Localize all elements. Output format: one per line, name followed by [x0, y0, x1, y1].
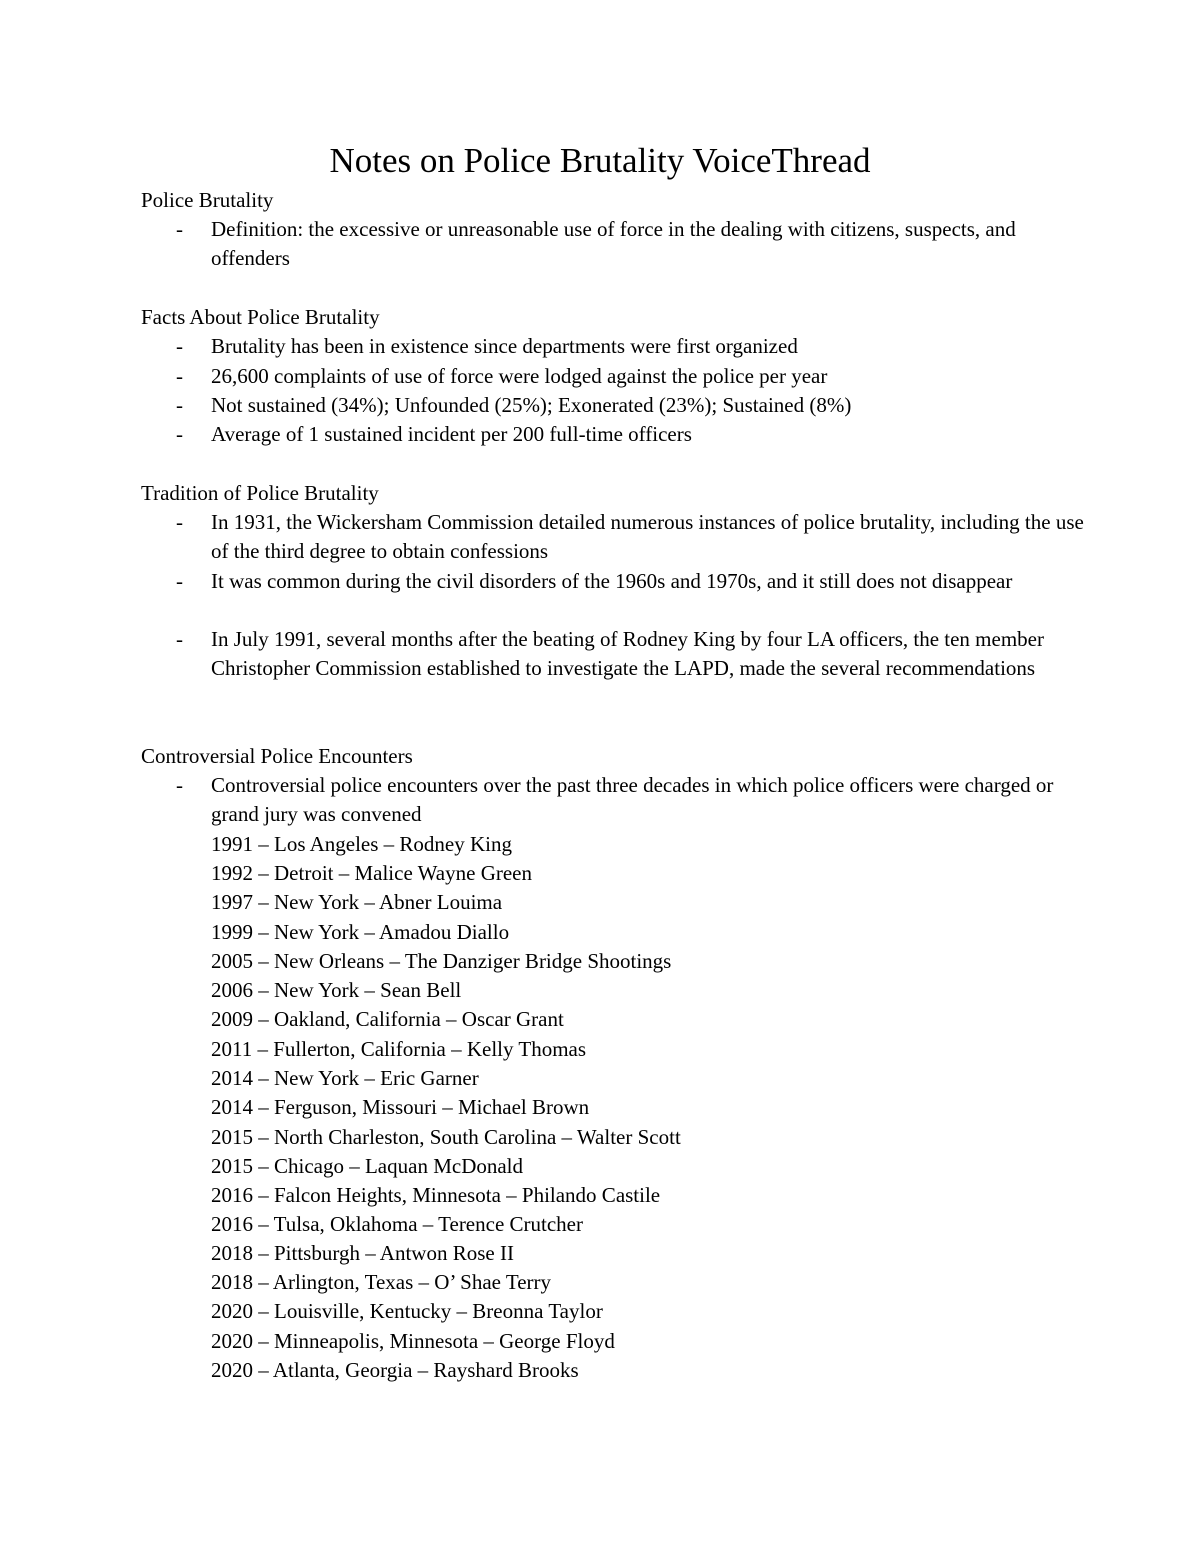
bullet-item: Controversial police encounters over the past three decades in which police officers were charged or grand jury was convened: [211, 773, 1054, 827]
encounter-entry: 1991 – Los Angeles – Rodney King: [211, 832, 512, 856]
encounter-entry: 2014 – Ferguson, Missouri – Michael Brown: [211, 1095, 590, 1119]
bullet-marker: -: [176, 627, 183, 651]
encounter-entry: 2011 – Fullerton, California – Kelly Thomas: [211, 1037, 587, 1061]
bullet-item: In July 1991, several months after the beating of Rodney King by four LA officers, the ten member Christopher Commission established to investigate the LAPD, made the several recommendations: [211, 627, 1044, 681]
encounter-entry: 2015 – Chicago – Laquan McDonald: [211, 1154, 524, 1178]
bullet-marker: -: [176, 334, 183, 358]
encounter-entry: 1992 – Detroit – Malice Wayne Green: [211, 861, 532, 885]
encounter-entry: 2018 – Pittsburgh – Antwon Rose II: [211, 1241, 514, 1265]
bullet-item: Brutality has been in existence since departments were first organized: [211, 334, 798, 358]
encounter-entry: 2020 – Louisville, Kentucky – Breonna Taylor: [211, 1299, 603, 1323]
section-heading-controversial: Controversial Police Encounters: [141, 744, 413, 768]
bullet-item: Not sustained (34%); Unfounded (25%); Exonerated (23%); Sustained (8%): [211, 393, 852, 417]
bullet-marker: -: [176, 393, 183, 417]
bullet-item: Definition: the excessive or unreasonable use of force in the dealing with citizens, suspects, and offenders: [211, 217, 1016, 271]
section-heading-facts: Facts About Police Brutality: [141, 305, 380, 329]
bullet-marker: -: [176, 217, 183, 241]
encounter-entry: 2020 – Minneapolis, Minnesota – George Floyd: [211, 1329, 615, 1353]
encounter-entry: 2020 – Atlanta, Georgia – Rayshard Brooks: [211, 1358, 579, 1382]
section-heading-police-brutality: Police Brutality: [141, 188, 274, 212]
bullet-marker: -: [176, 422, 183, 446]
encounter-entry: 2005 – New Orleans – The Danziger Bridge Shootings: [211, 949, 672, 973]
encounter-entry: 2018 – Arlington, Texas – O’ Shae Terry: [211, 1270, 552, 1294]
bullet-marker: -: [176, 510, 183, 534]
page-title: Notes on Police Brutality VoiceThread: [329, 141, 871, 180]
bullet-marker: -: [176, 364, 183, 388]
encounter-entry: 1997 – New York – Abner Louima: [211, 890, 503, 914]
bullet-marker: -: [176, 569, 183, 593]
bullet-item: It was common during the civil disorders of the 1960s and 1970s, and it still does not disappear: [211, 569, 1013, 593]
bullet-item: In 1931, the Wickersham Commission detailed numerous instances of police brutality, including the use of the third degree to obtain confessions: [211, 510, 1084, 564]
bullet-item: Average of 1 sustained incident per 200 full-time officers: [211, 422, 692, 446]
encounter-entry: 2014 – New York – Eric Garner: [211, 1066, 479, 1090]
encounter-entry: 2015 – North Charleston, South Carolina – Walter Scott: [211, 1125, 681, 1149]
encounter-entry: 1999 – New York – Amadou Diallo: [211, 920, 510, 944]
encounter-entry: 2009 – Oakland, California – Oscar Grant: [211, 1007, 564, 1031]
section-heading-tradition: Tradition of Police Brutality: [141, 481, 379, 505]
encounter-entry: 2016 – Tulsa, Oklahoma – Terence Crutcher: [211, 1212, 583, 1236]
encounter-entry: 2016 – Falcon Heights, Minnesota – Philando Castile: [211, 1183, 661, 1207]
bullet-item: 26,600 complaints of use of force were lodged against the police per year: [211, 364, 828, 388]
encounter-entry: 2006 – New York – Sean Bell: [211, 978, 462, 1002]
bullet-marker: -: [176, 773, 183, 797]
